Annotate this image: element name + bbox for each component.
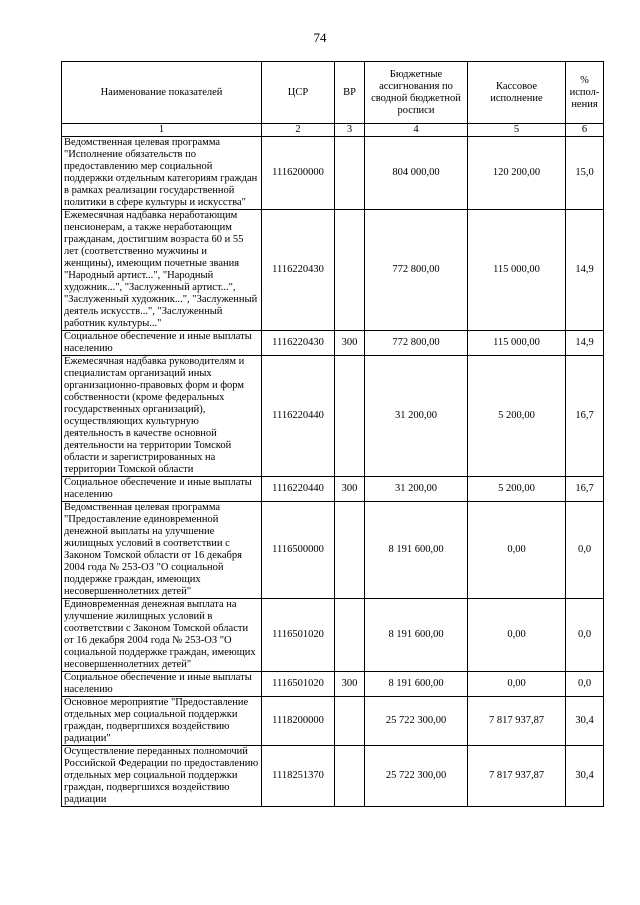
header-percent: % испол-нения <box>566 62 604 124</box>
row-budget: 31 200,00 <box>365 356 468 477</box>
row-csr: 1116220440 <box>262 356 335 477</box>
row-csr: 1116200000 <box>262 137 335 210</box>
column-number: 2 <box>262 124 335 137</box>
column-number: 3 <box>335 124 365 137</box>
row-budget: 25 722 300,00 <box>365 746 468 807</box>
row-csr: 1116501020 <box>262 672 335 697</box>
header-cash: Кассовое исполнение <box>468 62 566 124</box>
table-row <box>62 210 604 331</box>
row-vr: 300 <box>335 331 365 356</box>
row-vr: 300 <box>335 672 365 697</box>
row-budget: 804 000,00 <box>365 137 468 210</box>
header-csr: ЦСР <box>262 62 335 124</box>
column-number: 1 <box>62 124 262 137</box>
row-vr <box>335 599 365 672</box>
row-csr: 1116501020 <box>262 599 335 672</box>
row-percent: 30,4 <box>566 746 604 807</box>
row-cash: 120 200,00 <box>468 137 566 210</box>
row-name: Ежемесячная надбавка руководителям и специалистам организаций иных организационно-правовых форм и форм собственности (кроме федеральных государственных организаций), осуществляющих культурную деятельность в качестве основной деятельности на территории Томской области и зарегистрированных на территории Томской области <box>62 356 262 477</box>
column-number: 5 <box>468 124 566 137</box>
row-budget: 8 191 600,00 <box>365 599 468 672</box>
row-budget: 8 191 600,00 <box>365 502 468 599</box>
row-vr <box>335 210 365 331</box>
row-name: Единовременная денежная выплата на улучшение жилищных условий в соответствии с Законом Томской области от 16 декабря 2004 года № 253-ОЗ "О социальной поддержке граждан, имеющих несовершеннолетних детей" <box>62 599 262 672</box>
row-percent: 14,9 <box>566 210 604 331</box>
row-percent: 15,0 <box>566 137 604 210</box>
table-row <box>62 599 604 672</box>
row-csr: 1116500000 <box>262 502 335 599</box>
row-cash: 0,00 <box>468 502 566 599</box>
table-row <box>62 137 604 210</box>
row-cash: 115 000,00 <box>468 210 566 331</box>
row-vr <box>335 137 365 210</box>
row-vr <box>335 697 365 746</box>
row-vr: 300 <box>335 477 365 502</box>
page-number: 74 <box>313 30 327 45</box>
row-budget: 25 722 300,00 <box>365 697 468 746</box>
row-percent: 0,0 <box>566 672 604 697</box>
table-row <box>62 477 604 502</box>
row-vr <box>335 502 365 599</box>
table-row <box>62 746 604 807</box>
row-csr: 1118200000 <box>262 697 335 746</box>
row-percent: 0,0 <box>566 599 604 672</box>
row-percent: 16,7 <box>566 477 604 502</box>
row-cash: 0,00 <box>468 672 566 697</box>
row-vr <box>335 356 365 477</box>
row-percent: 0,0 <box>566 502 604 599</box>
table-row <box>62 672 604 697</box>
row-cash: 7 817 937,87 <box>468 697 566 746</box>
row-name: Социальное обеспечение и иные выплаты населению <box>62 477 262 502</box>
row-csr: 1118251370 <box>262 746 335 807</box>
table-row <box>62 697 604 746</box>
table-header-row <box>62 62 604 124</box>
row-budget: 772 800,00 <box>365 210 468 331</box>
header-vr: ВР <box>335 62 365 124</box>
row-name: Ежемесячная надбавка неработающим пенсионерам, а также неработающим гражданам, достигшим возраста 60 и 55 лет (соответственно мужчины и женщины), имеющим почетные звания "Народный артист...", "Народный художник...", "Заслуженный артист...", "Заслуженный художник...", "Заслуженный деятель искусств...", "Заслуженный работник культуры..." <box>62 210 262 331</box>
row-budget: 8 191 600,00 <box>365 672 468 697</box>
header-budget: Бюджетные ассигнования по сводной бюджетной росписи <box>365 62 468 124</box>
column-number: 6 <box>566 124 604 137</box>
column-number: 4 <box>365 124 468 137</box>
row-csr: 1116220440 <box>262 477 335 502</box>
row-budget: 31 200,00 <box>365 477 468 502</box>
budget-execution-table <box>61 61 604 807</box>
row-name: Осуществление переданных полномочий Российской Федерации по предоставлению отдельных мер социальной поддержки граждан, подвергшихся воздействию радиации <box>62 746 262 807</box>
row-csr: 1116220430 <box>262 331 335 356</box>
row-cash: 5 200,00 <box>468 477 566 502</box>
header-name: Наименование показателей <box>62 62 262 124</box>
table-row <box>62 356 604 477</box>
row-budget: 772 800,00 <box>365 331 468 356</box>
row-cash: 7 817 937,87 <box>468 746 566 807</box>
row-cash: 5 200,00 <box>468 356 566 477</box>
row-name: Основное мероприятие "Предоставление отдельных мер социальной поддержки граждан, подвергшихся воздействию радиации" <box>62 697 262 746</box>
row-percent: 30,4 <box>566 697 604 746</box>
column-number-row <box>62 124 604 137</box>
table-row <box>62 331 604 356</box>
row-csr: 1116220430 <box>262 210 335 331</box>
table-row <box>62 502 604 599</box>
row-cash: 0,00 <box>468 599 566 672</box>
row-percent: 16,7 <box>566 356 604 477</box>
row-cash: 115 000,00 <box>468 331 566 356</box>
row-percent: 14,9 <box>566 331 604 356</box>
row-name: Социальное обеспечение и иные выплаты населению <box>62 331 262 356</box>
row-name: Социальное обеспечение и иные выплаты населению <box>62 672 262 697</box>
row-vr <box>335 746 365 807</box>
row-name: Ведомственная целевая программа "Предоставление единовременной денежной выплаты на улучшение жилищных условий в соответствии с Законом Томской области от 16 декабря 2004 года № 253-ОЗ "О социальной поддержке граждан, имеющих несовершеннолетних детей" <box>62 502 262 599</box>
row-name: Ведомственная целевая программа "Исполнение обязательств по предоставлению мер социальной поддержки отдельным категориям граждан в рамках реализации государственной политики в сфере культуры и искусства" <box>62 137 262 210</box>
